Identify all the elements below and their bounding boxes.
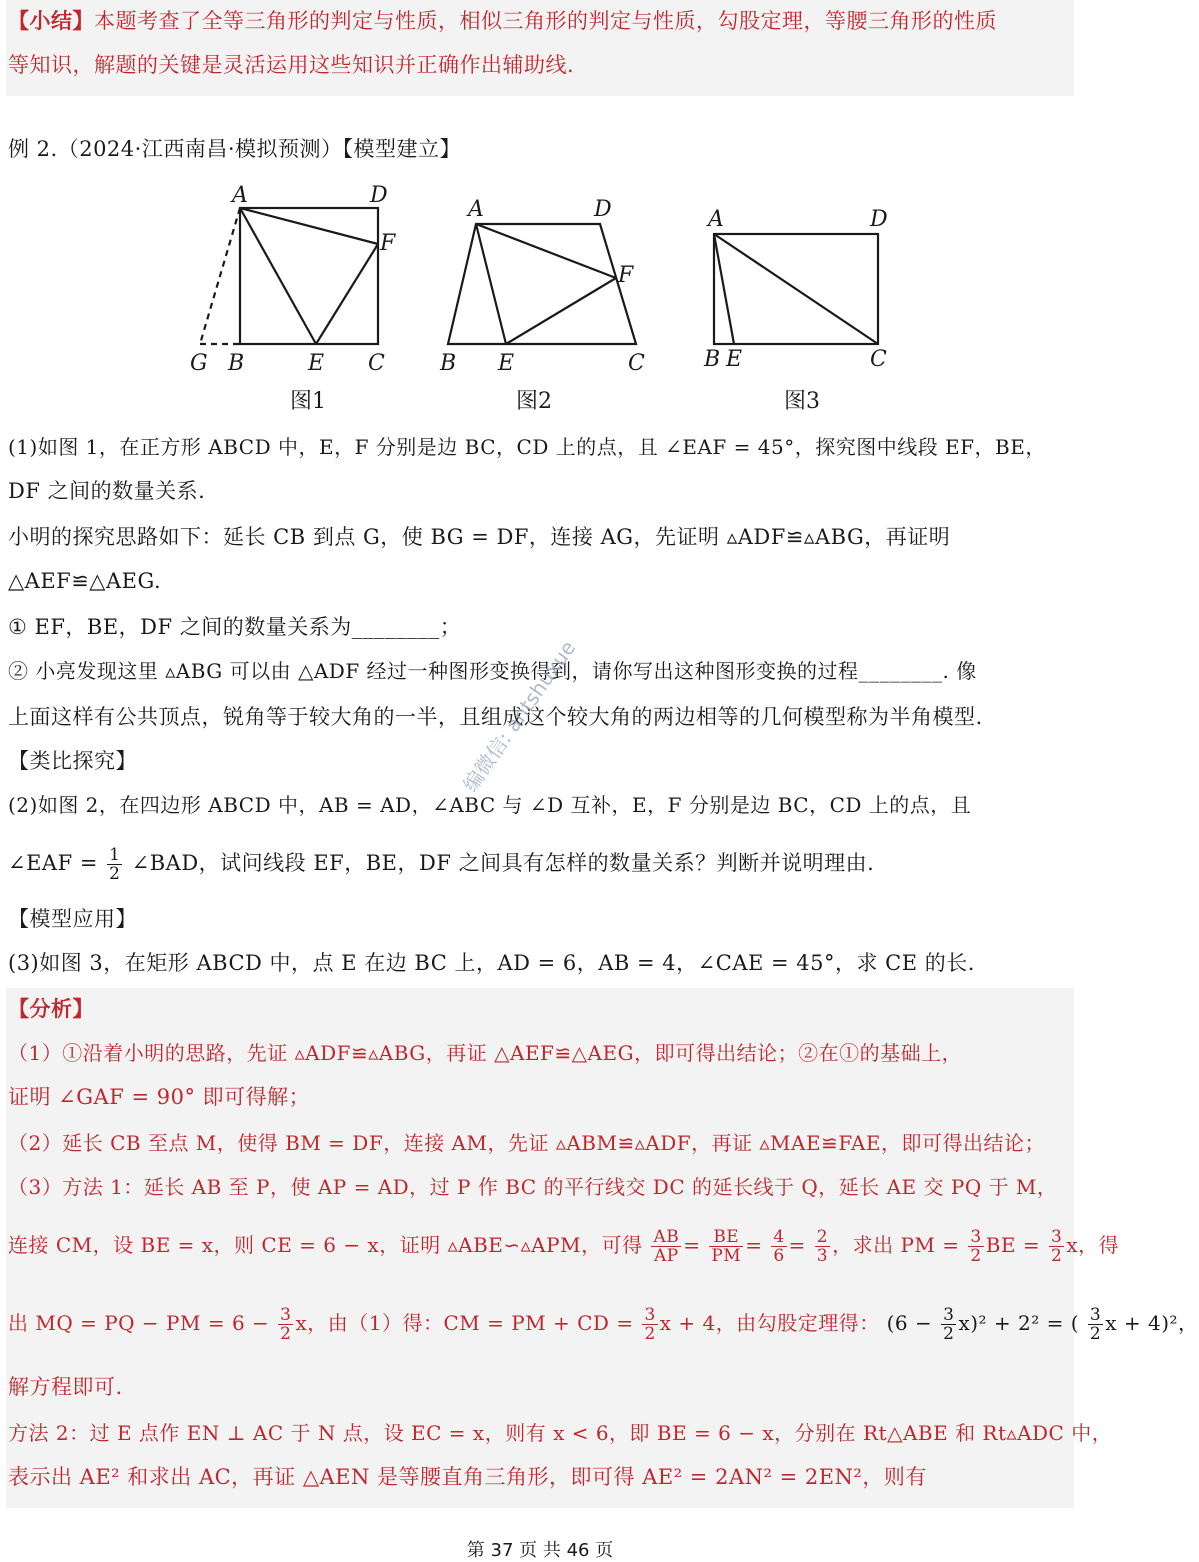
fig2-line-ae xyxy=(476,224,506,344)
summary-text-1: 本题考查了全等三角形的判定与性质，相似三角形的判定与性质，勾股定理，等腰三角形的性质 xyxy=(94,9,997,33)
frac-eq-1: $\frac{3}{2}$ xyxy=(943,1305,955,1344)
q1-line: ① EF，BE，DF 之间的数量关系为________； xyxy=(8,615,462,639)
fig1-label-b: B xyxy=(228,351,245,376)
fig1-label-c: C xyxy=(368,351,385,376)
page-footer: 第 37 页 共 46 页 xyxy=(466,1540,614,1561)
fig1-line-ef xyxy=(316,244,378,344)
fig3-label-c: C xyxy=(870,347,887,372)
p3-line: (3)如图 3，在矩形 ABCD 中，点 E 在边 BC 上，AD = 6，AB = 4，∠CAE = 45°，求 CE 的长. xyxy=(8,951,975,975)
fig2-label-b: B xyxy=(440,351,457,376)
a1-line-2: 证明 ∠GAF = 90° 即可得解； xyxy=(8,1085,311,1109)
fig3-label-d: D xyxy=(870,207,888,232)
p1-line-1: (1)如图 1，在正方形 ABCD 中，E，F 分别是边 BC，CD 上的点，且 ∠EAF = 45°，探究图中线段 EF，BE， xyxy=(8,435,1046,459)
p2-eaf: ∠EAF = xyxy=(8,851,98,875)
frac-4-6: $\frac{4}{6}$ xyxy=(773,1227,785,1266)
summary-line-2: 等知识，解题的关键是灵活运用这些知识并正确作出辅助线. xyxy=(8,53,575,77)
fig2-label-c: C xyxy=(628,351,645,376)
a1-line-1: （1）①沿着小明的思路，先证 ▵ADF≌▵ABG，再证 △AEF≌△AEG，即可得出结论；②在①的基础上， xyxy=(8,1041,963,1065)
p1-line-4: △AEF≌△AEG. xyxy=(8,569,162,593)
fig2-label-e: E xyxy=(498,351,515,376)
geometry-figures xyxy=(180,178,900,418)
p2-fraction: $\frac{1}{2}$ xyxy=(109,845,121,884)
frac-3-2-b: $\frac{3}{2}$ xyxy=(1051,1227,1063,1266)
a3-line-1: （3）方法 1：延长 AB 至 P，使 AP = AD，过 P 作 BC 的平行线交 DC 的延长线于 Q，延长 AE 交 PQ 于 M， xyxy=(8,1175,1058,1199)
p1-line-3: 小明的探究思路如下：延长 CB 到点 G，使 BG = DF，连接 AG，先证明 ▵ADF≌▵ABG，再证明 xyxy=(8,525,951,549)
fig3-line-ac xyxy=(714,234,878,344)
fig1-label-g: G xyxy=(190,351,208,376)
analogy-tag: 【类比探究】 xyxy=(8,749,137,773)
fig2-line-af xyxy=(476,224,616,278)
fig1-caption: 图1 xyxy=(290,389,326,414)
fig1-line-af xyxy=(240,208,378,244)
p1-line-2: DF 之间的数量关系. xyxy=(8,479,206,503)
fig2-label-f: F xyxy=(618,263,634,288)
p2-line-2 xyxy=(8,838,1070,888)
watermark: 编微信: antshuxue xyxy=(458,636,581,797)
frac-cm: $\frac{3}{2}$ xyxy=(644,1305,656,1344)
a2-line: （2）延长 CB 至点 M，使得 BM = DF，连接 AM，先证 ▵ABM≌▵ADF，再证 ▵MAE≌FAE，即可得出结论； xyxy=(8,1131,1045,1155)
fig1-label-a: A xyxy=(232,183,248,208)
fig1-line-ae xyxy=(240,208,316,344)
fig1-label-d: D xyxy=(370,183,388,208)
figure-1 xyxy=(200,208,378,344)
figure-3 xyxy=(714,234,878,344)
a3-line-3: 出 MQ = PQ − PM = 6 − $\frac{3}{2}$ x，由（1）得：CM = PM + CD = $\frac{3}{2}$ x + 4，由勾股定理得： (6 − $\frac{3}{2}$ x)² + 2² = ( $\frac{3}{2}$ x + 4)²， xyxy=(8,1305,1199,1344)
fig3-label-b: B xyxy=(704,347,721,372)
fig2-caption: 图2 xyxy=(516,389,552,414)
summary-line-1 xyxy=(8,6,1070,36)
p2-line-1: (2)如图 2，在四边形 ABCD 中，AB = AD，∠ABC 与 ∠D 互补，E，F 分别是边 BC，CD 上的点，且 xyxy=(8,793,972,817)
frac-3-2-a: $\frac{3}{2}$ xyxy=(970,1227,982,1266)
apply-tag: 【模型应用】 xyxy=(8,907,137,931)
a3-line-2: 连接 CM，设 BE = x，则 CE = 6 − x，证明 ▵ABE∽▵APM，可得 $\frac{AB}{AP}$ = $\frac{BE}{PM}$ = $\frac{4}{6}$ = $\frac{2}{3}$ ，求出 PM = $\frac{3}{2}$ BE = $\frac{3}{2}$ x，得 xyxy=(8,1227,1120,1266)
frac-2-3: $\frac{2}{3}$ xyxy=(816,1227,829,1266)
m2-line-1: 方法 2：过 E 点作 EN ⊥ AC 于 N 点，设 EC = x，则有 x < 6，即 BE = 6 − x，分别在 Rt△ABE 和 Rt▵ADC 中， xyxy=(8,1421,1113,1445)
fig2-line-ef xyxy=(506,278,616,344)
example-header: 例 2.（2024·江西南昌·模拟预测）【模型建立】 xyxy=(8,137,462,161)
fig1-line-ag xyxy=(200,208,240,344)
frac-ab-ap: $\frac{AB}{AP}$ xyxy=(653,1227,680,1266)
fig2-label-a: A xyxy=(468,197,484,222)
a3-line-4: 解方程即可. xyxy=(8,1375,123,1399)
analysis-tag: 【分析】 xyxy=(8,996,94,1021)
frac-mq: $\frac{3}{2}$ xyxy=(280,1305,292,1344)
q2-line: ② 小亮发现这里 ▵ABG 可以由 △ADF 经过一种图形变换得到，请你写出这种图形变换的过程________. 像 xyxy=(8,659,977,683)
fig1-label-e: E xyxy=(308,351,325,376)
fig2-label-d: D xyxy=(594,197,612,222)
q2-cont-line: 上面这样有公共顶点，锐角等于较大角的一半，且组成这个较大角的两边相等的几何模型称为半角模型. xyxy=(8,705,983,729)
frac-be-pm: $\frac{BE}{PM}$ xyxy=(711,1227,742,1266)
frac-eq-2: $\frac{3}{2}$ xyxy=(1089,1305,1102,1344)
m2-line-2: 表示出 AE² 和求出 AC，再证 △AEN 是等腰直角三角形，即可得 AE² = 2AN² = 2EN²，则有 xyxy=(8,1465,927,1489)
figure-2 xyxy=(448,224,636,344)
summary-tag: 【小结】 xyxy=(8,8,94,33)
fig3-label-a: A xyxy=(708,207,724,232)
fig1-label-f: F xyxy=(380,231,396,256)
fig3-label-e: E xyxy=(726,347,743,372)
fig3-caption: 图3 xyxy=(784,389,820,414)
fig3-line-ae xyxy=(714,234,734,344)
p2-rest: ∠BAD，试问线段 EF，BE，DF 之间具有怎样的数量关系？判断并说明理由. xyxy=(131,851,875,875)
